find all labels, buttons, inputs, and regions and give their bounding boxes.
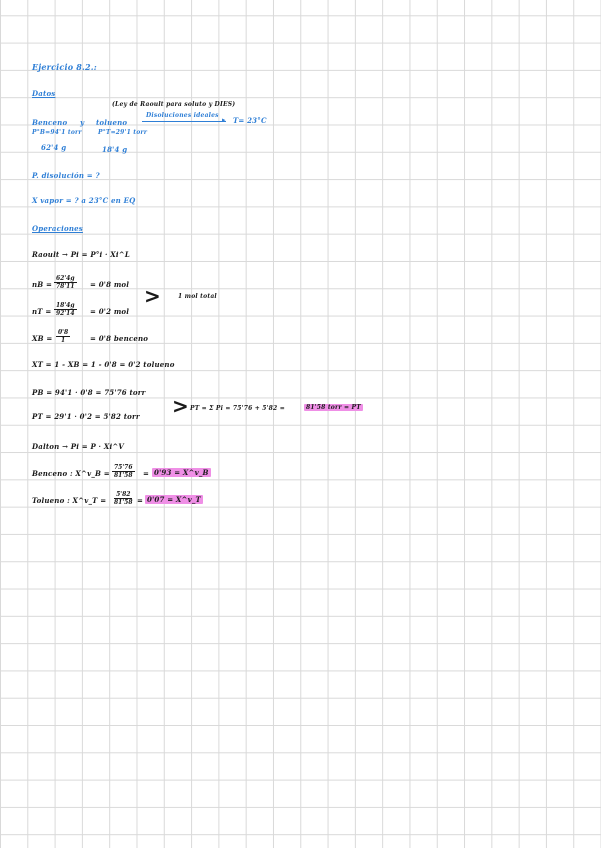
benzene-name: Benceno — [32, 118, 68, 127]
benzene-vap-lhs: Benceno : X^v_B = — [32, 469, 110, 478]
nt-lhs: nT = — [32, 307, 52, 316]
benzene-vap-eq: = — [143, 469, 150, 478]
raoult-law: Raoult → Pi = P°i · Xi^L — [32, 250, 130, 259]
toluene-vap-fraction — [112, 491, 135, 506]
benzene-pressure: P°B=94'1 torr — [32, 129, 82, 136]
brace-icon: > — [172, 394, 189, 418]
total-mol: 1 mol total — [178, 293, 217, 300]
toluene-vap-result — [145, 495, 203, 504]
nb-denominator: 78'11 — [56, 283, 75, 290]
question-pressure: P. disolución = ? — [32, 171, 100, 180]
pb-line: PB = 94'1 · 0'8 = 75'76 torr — [32, 388, 146, 397]
nt-rhs: = 0'2 mol — [90, 307, 130, 316]
toluene-vap-numerator: 5'82 — [116, 491, 131, 498]
arrow-label: Disoluciones ideales — [146, 112, 219, 119]
brace-icon: > — [144, 284, 161, 308]
nb-numerator: 62'4g — [56, 275, 75, 282]
exercise-title: Ejercicio 8.2.: — [32, 62, 97, 72]
benzene-vap-fraction — [112, 464, 135, 479]
ptotal-highlight: 81'58 torr = PT — [306, 404, 361, 411]
toluene-vap-highlight: 0'07 = X^v_T — [147, 495, 201, 504]
xb-rhs: = 0'8 benceno — [90, 334, 149, 343]
nb-rhs: = 0'8 mol — [90, 280, 130, 289]
arrow-line — [142, 121, 226, 122]
connector-y: y — [80, 118, 85, 127]
temperature: T= 23°C — [233, 116, 267, 125]
nt-denominator: 92'14 — [56, 310, 75, 317]
ptotal-result — [304, 404, 363, 411]
benzene-vap-result — [152, 468, 211, 477]
arrow-head-icon: ▸ — [222, 115, 226, 124]
xb-denominator: 1 — [61, 337, 66, 344]
toluene-name: tolueno — [96, 118, 128, 127]
nt-fraction — [54, 302, 77, 317]
benzene-vap-highlight: 0'93 = X^v_B — [154, 468, 209, 477]
benzene-mass: 62'4 g — [41, 143, 67, 152]
operaciones-heading: Operaciones — [32, 224, 83, 233]
toluene-pressure: P°T=29'1 torr — [98, 129, 148, 136]
benzene-vap-numerator: 75'76 — [114, 464, 133, 471]
dalton-law: Dalton → Pi = P · Xi^V — [32, 442, 125, 451]
nb-lhs: nB = — [32, 280, 53, 289]
xt-line: XT = 1 - XB = 1 - 0'8 = 0'2 tolueno — [32, 360, 175, 369]
benzene-vap-denominator: 81'58 — [114, 472, 133, 479]
datos-heading: Datos — [32, 89, 56, 98]
xb-lhs: XB = — [32, 334, 53, 343]
nt-numerator: 18'4g — [56, 302, 75, 309]
law-note: (Ley de Raoult para soluto y DIES) — [112, 101, 236, 108]
toluene-vap-lhs: Tolueno : X^v_T = — [32, 496, 107, 505]
toluene-vap-eq: = — [137, 496, 144, 505]
pt-line: PT = 29'1 · 0'2 = 5'82 torr — [32, 412, 140, 421]
xb-fraction — [56, 329, 70, 344]
nb-fraction — [54, 275, 77, 290]
xb-numerator: 0'8 — [58, 329, 69, 336]
ptotal-lhs: PT = Σ Pi = 75'76 + 5'82 = — [190, 405, 285, 412]
toluene-vap-denominator: 81'58 — [114, 499, 133, 506]
question-vapor: X vapor = ? a 23°C en EQ — [32, 196, 136, 205]
toluene-mass: 18'4 g — [102, 145, 128, 154]
